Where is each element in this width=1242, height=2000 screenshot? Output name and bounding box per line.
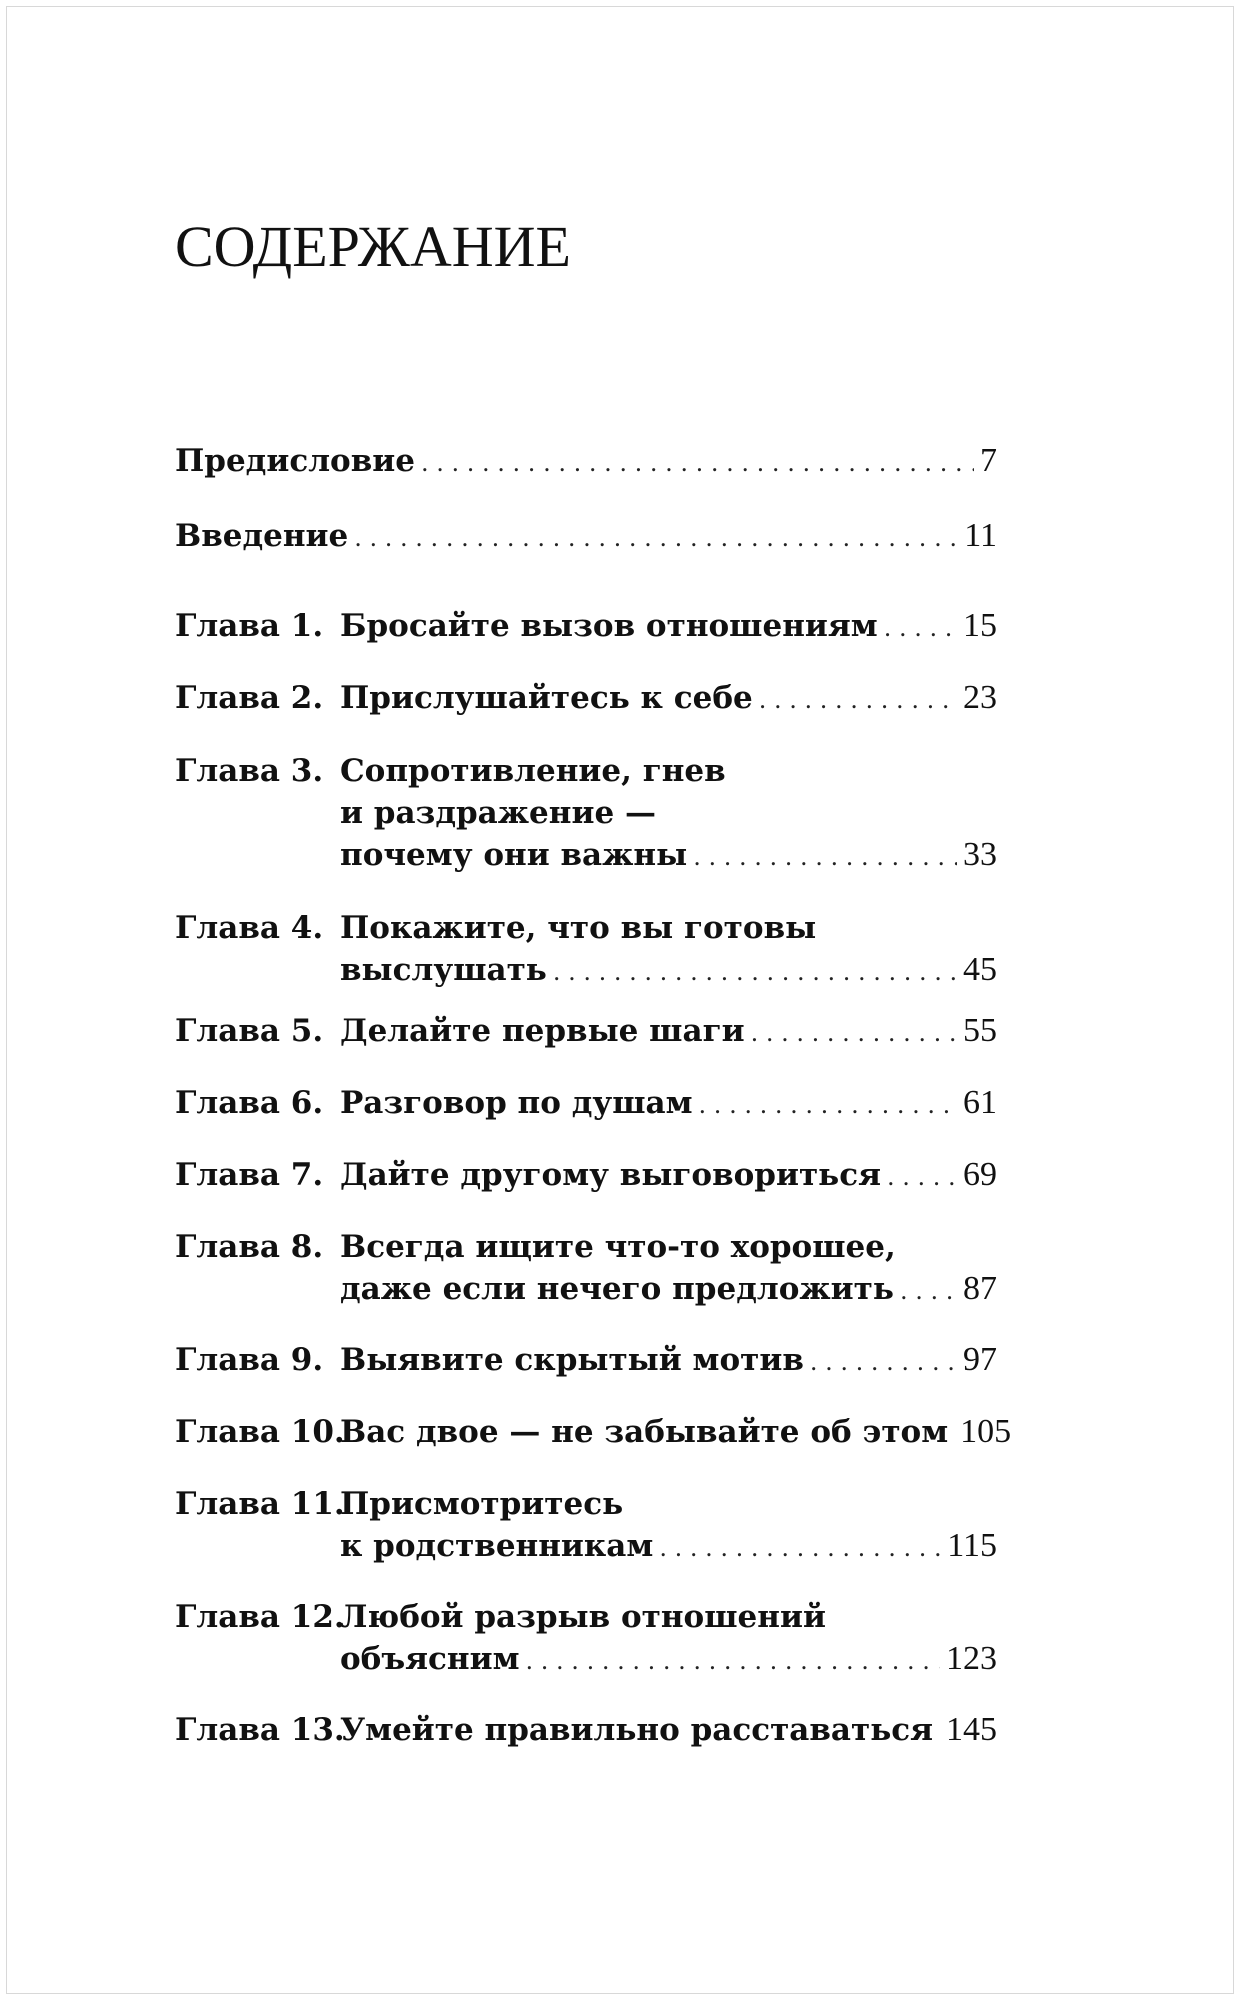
entry-body (340, 907, 997, 991)
page-number: 45 (963, 951, 997, 988)
entry-body (340, 1709, 997, 1751)
entry-line (175, 440, 997, 482)
entry-title: даже если нечего предложить (340, 1271, 894, 1307)
entry-line (340, 792, 997, 834)
entry-title: Введение (175, 518, 349, 554)
entry-title: и раздражение — (340, 795, 656, 831)
chapter-label: Глава 12. (175, 1599, 345, 1635)
page-number: 115 (947, 1527, 997, 1564)
dot-leader (354, 517, 958, 559)
chapter-label: Глава 8. (175, 1229, 324, 1265)
page-number: 69 (963, 1156, 997, 1193)
entry-body (340, 750, 997, 876)
entry-body (175, 440, 997, 482)
entry-line (340, 907, 997, 949)
entry-body (340, 1226, 997, 1310)
entry-line (340, 1525, 997, 1567)
entry-title: к родственникам (340, 1528, 654, 1564)
entry-line (340, 1638, 997, 1680)
entry-title: Покажите, что вы готовы (340, 910, 817, 946)
entry-line (340, 605, 997, 647)
entry-body (340, 1082, 997, 1124)
chapter-label: Глава 1. (175, 608, 324, 644)
chapter-label: Глава 9. (175, 1342, 324, 1378)
page-number: 105 (960, 1413, 1012, 1450)
entry-line (175, 515, 997, 557)
dot-leader (887, 1156, 957, 1198)
page-border (6, 6, 1234, 1994)
page-number: 15 (963, 607, 997, 644)
entry-body (340, 1596, 997, 1680)
entry-line (340, 750, 997, 792)
dot-leader (693, 836, 957, 878)
page-number: 145 (946, 1711, 997, 1748)
entry-body (340, 1010, 997, 1052)
page-number: 55 (963, 1012, 997, 1049)
dot-leader (900, 1270, 957, 1312)
entry-title: выслушать (340, 952, 547, 988)
entry-title: Вас двое — не забывайте об этом (340, 1414, 949, 1450)
chapter-label: Глава 11. (175, 1486, 345, 1522)
entry-title: объясним (340, 1641, 520, 1677)
entry-line (340, 834, 997, 876)
entry-line (340, 677, 997, 719)
entry-title: Прислушайтесь к себе (340, 680, 753, 716)
chapter-label: Глава 7. (175, 1157, 324, 1193)
page-number: 97 (963, 1341, 997, 1378)
entry-body (340, 1411, 1012, 1453)
chapter-label: Глава 4. (175, 910, 324, 946)
entry-title: Любой разрыв отношений (340, 1599, 826, 1635)
entry-line (340, 1483, 997, 1525)
entry-line (340, 1268, 997, 1310)
chapter-label: Глава 13. (175, 1712, 345, 1748)
entry-title: Разговор по душам (340, 1085, 693, 1121)
entry-body (340, 677, 997, 719)
page-number: 123 (946, 1640, 997, 1677)
dot-leader (421, 442, 974, 484)
page-number: 7 (980, 442, 997, 479)
chapter-label: Глава 10. (175, 1414, 345, 1450)
entry-line (340, 1010, 997, 1052)
entry-body (340, 1483, 997, 1567)
entry-line (340, 1339, 997, 1381)
page-title: СОДЕРЖАНИЕ (175, 214, 571, 279)
page-number: 11 (964, 517, 997, 554)
entry-title: Делайте первые шаги (340, 1013, 745, 1049)
entry-title: Дайте другому выговориться (340, 1157, 881, 1193)
entry-body (340, 1339, 997, 1381)
chapter-label: Глава 3. (175, 753, 324, 789)
chapter-label: Глава 2. (175, 680, 324, 716)
page-number: 33 (963, 836, 997, 873)
entry-title: Сопротивление, гнев (340, 753, 726, 789)
entry-title: почему они важны (340, 837, 688, 873)
dot-leader (659, 1527, 941, 1569)
chapter-label: Глава 6. (175, 1085, 324, 1121)
dot-leader (751, 1012, 957, 1054)
entry-title: Бросайте вызов отношениям (340, 608, 878, 644)
dot-leader (884, 607, 957, 649)
entry-body (340, 605, 997, 647)
entry-title: Умейте правильно расставаться (340, 1712, 934, 1748)
entry-title: Всегда ищите что-то хорошее, (340, 1229, 896, 1265)
entry-body (175, 515, 997, 557)
dot-leader (526, 1640, 940, 1682)
page-number: 87 (963, 1270, 997, 1307)
entry-line (340, 1082, 997, 1124)
entry-title: Выявите скрытый мотив (340, 1342, 804, 1378)
entry-title: Присмотритесь (340, 1486, 624, 1522)
dot-leader (939, 1711, 940, 1753)
entry-line (340, 949, 997, 991)
entry-line (340, 1709, 997, 1751)
entry-line (340, 1226, 997, 1268)
entry-line (340, 1411, 1012, 1453)
dot-leader (810, 1341, 957, 1383)
entry-line (340, 1596, 997, 1638)
page-number: 23 (963, 679, 997, 716)
page-number: 61 (963, 1084, 997, 1121)
entry-line (340, 1154, 997, 1196)
dot-leader (759, 679, 957, 721)
dot-leader (553, 951, 957, 993)
chapter-label: Глава 5. (175, 1013, 324, 1049)
dot-leader (699, 1084, 957, 1126)
entry-title: Предисловие (175, 443, 415, 479)
entry-body (340, 1154, 997, 1196)
